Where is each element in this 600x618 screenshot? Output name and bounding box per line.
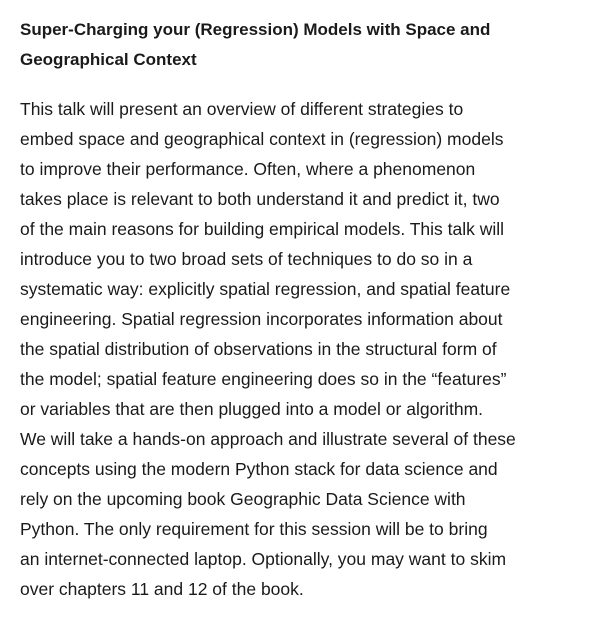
abstract-line: to improve their performance. Often, where a phenomenon [20, 159, 476, 179]
abstract-line: concepts using the modern Python stack for data science and [20, 459, 498, 479]
abstract-line: engineering. Spatial regression incorporates information about [20, 309, 503, 329]
talk-abstract [20, 94, 580, 604]
abstract-line: systematic way: explicitly spatial regression, and spatial feature [20, 279, 511, 299]
abstract-line: or variables that are then plugged into a model or algorithm. [20, 399, 484, 419]
abstract-line: embed space and geographical context in (regression) models [20, 129, 504, 149]
abstract-line: introduce you to two broad sets of techniques to do so in a [20, 249, 473, 269]
abstract-line: Python. The only requirement for this session will be to bring [20, 519, 488, 539]
abstract-line: This talk will present an overview of different strategies to [20, 99, 464, 119]
abstract-line: of the main reasons for building empirical models. This talk will [20, 219, 505, 239]
abstract-line: the model; spatial feature engineering does so in the “features” [20, 369, 507, 389]
abstract-line: We will take a hands-on approach and illustrate several of these [20, 429, 516, 449]
abstract-line: an internet-connected laptop. Optionally, you may want to skim [20, 549, 507, 569]
abstract-line: rely on the upcoming book Geographic Data Science with [20, 489, 466, 509]
abstract-line: over chapters 11 and 12 of the book. [20, 579, 304, 599]
talk-title-line: Super-Charging your (Regression) Models with Space and [20, 20, 491, 39]
abstract-line: takes place is relevant to both understand it and predict it, two [20, 189, 500, 209]
talk-title [20, 15, 580, 75]
talk-title-line: Geographical Context [20, 50, 197, 69]
abstract-line: the spatial distribution of observations in the structural form of [20, 339, 497, 359]
